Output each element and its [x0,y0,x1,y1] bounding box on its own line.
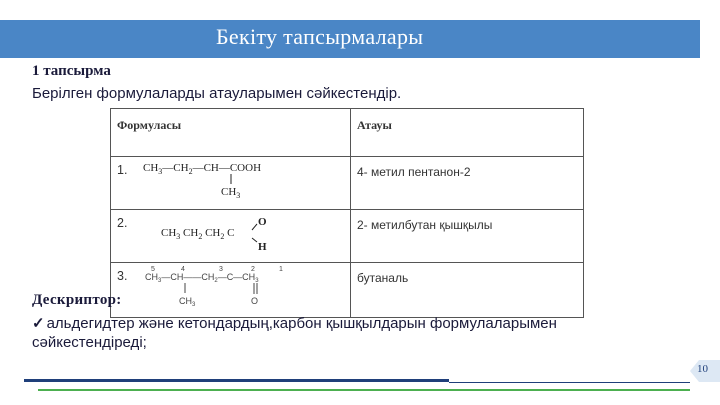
locant: 1 [279,266,283,273]
formula-branch: $CH_3$ [179,296,196,308]
formula-text: $CH_3—CH——CH_2—C—CH_3$ [145,272,259,284]
formula-cell [111,210,351,263]
formula-text: $CH_3$ $CH_2$ $CH_2$ C [161,227,235,241]
formula-branch: $CH_3$ [221,186,241,200]
row-number: 2. [117,216,128,230]
locant: 3 [219,266,223,273]
formula-1 [111,157,344,201]
descriptor-text: альдегидтер және кетондардың,карбон қышқылдарын формулаларымен [46,315,557,332]
carbonyl-oxygen: O [251,296,259,306]
compound-name: 4- метил пентанон-2 [351,157,584,210]
row-number: 1. [117,163,128,177]
locant: 2 [251,266,255,273]
task-heading: 1 тапсырма [32,63,111,79]
task-instruction: Берілген формулаларды атауларымен сәйкестендір. [32,85,402,102]
footer-line-green [38,389,690,391]
slide-title: Бекіту тапсырмалары [216,24,424,49]
table-row [111,157,584,210]
locant: 4 [181,266,185,273]
header-formula: Формуласы [111,109,351,157]
table-header-row [111,109,584,157]
descriptor-heading: Дескриптор: [32,292,122,308]
table-row [111,210,584,263]
table-row [111,263,584,318]
carbonyl-oxygen: O [258,216,267,228]
row-number: 3. [117,269,128,283]
footer-line-thin [449,382,690,383]
header-name: Атауы [351,109,584,157]
page-number: 10 [697,363,708,375]
locant: 5 [151,266,155,273]
formula-2 [111,210,344,254]
checkmark-icon: ✓ [32,315,45,332]
formula-cell [111,157,351,210]
compound-name: бутаналь [351,263,584,318]
footer-line-dark [24,379,449,382]
descriptor-line-2: сәйкестендіреді; [32,334,147,351]
matching-table [110,108,584,318]
descriptor-line-1 [32,314,557,332]
formula-cell [111,263,351,318]
compound-name: 2- метилбутан қышқылы [351,210,584,263]
formula-3 [111,263,344,309]
formula-text: $CH_3—CH_2—CH—COOH$ [143,162,262,176]
aldehyde-hydrogen: H [258,241,267,253]
